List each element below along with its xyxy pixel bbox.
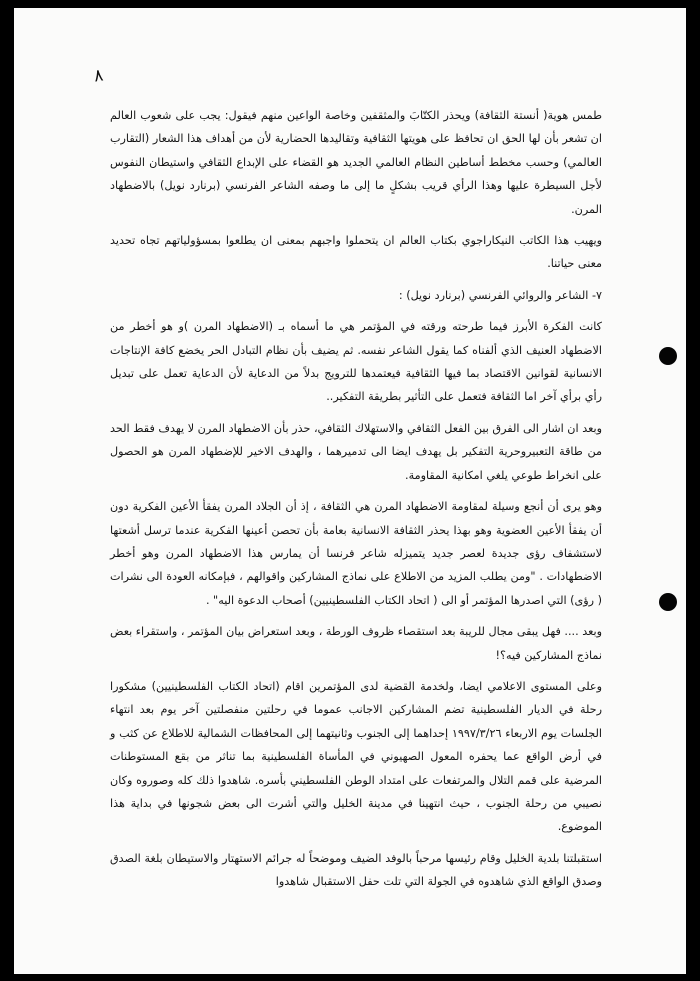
paragraph-cultural-act: وبعد ان اشار الى الفرق بين الفعل الثقافي والاستهلاك الثقافي، حذر بأن الاضطهاد المرن لا يهدف فقط الحد من طاقة التعبيروحرية التفكير بل يهدف ايضا الى تدميرهما ، والهدف الاخير للإضطهاد المرن هو الحصول على انخراط طوعي يلغي امكانية المقاومة.	[110, 421, 602, 482]
paragraph-hebron-reception: استقبلتنا بلدية الخليل وقام رئيسها مرحباً بالوفد الضيف وموضحاً له جرائم الاستهتار والاستيطان بلغة الصدق وصدق الواقع الذي شاهدوه في الجولة التي تلت حفل الاستقبال شاهدوا	[110, 851, 602, 889]
punch-hole	[659, 593, 677, 611]
punch-hole	[659, 347, 677, 365]
paragraph-media-trip: وعلى المستوى الاعلامي ايضا، ولخدمة القضية لدى المؤتمرين اقام (اتحاد الكتاب الفلسطينيين) مشكورا رحلة في الديار الفلسطينية تضم المشاركين الاجانب عموما في رحلتين منفصلتين آخر يوم بعد انتهاء الجلسات يوم الاربعاء ١٩٩٧/٣/٢٦ إحداهما إلى الجنوب وثانيتهما إلى المحافظات الشمالية للاطلاع عن كثب و في أرض الواقع عما يحفره المعول الصهيوني في المأساة الفلسطينية بما تناثر من بقع المستوطنات المرضية على قمم التلال والمرتفعات على امتداد الوطن الفلسطيني بأسره. شاهدوا ذلك كله وصوروه وكان نصيبي من رحلة الجنوب ، حيث انتهينا في مدينة الخليل والتي أشرت الى بعض شجونها في بداية هذا الموضوع.	[110, 679, 602, 834]
paragraph-flexible-oppression: كانت الفكرة الأبرز فيما طرحته ورقته في المؤتمر هي ما أسماه بـ (الاضطهاد المرن )و هو أخطر من الاضطهاد العنيف الذي ألفناه كما يقول الشاعر نفسه. ثم يضيف بأن نظام التبادل الحر يخضع كافة الإنتاجات الانسانية لقوانين الاقتصاد بما فيها الثقافية فيعتمدها للترويج بدلاً من الدعاية لأن الدعاية تعمل على تبديل رأي برأي آخر اما الثقافة فتعمل على التأثير بطريقة التفكير..	[110, 320, 602, 404]
paragraph-resistance-culture: وهو يرى أن أنجع وسيلة لمقاومة الاضطهاد المرن هي الثقافة ، إذ أن الجلاد المرن يفقأ الأعين الفكرية دون أن يفقأ الأعين العضوية وهو بهذا يحذر الثقافة الانسانية بعامة بأن تحصن أعينها الفكرية عندما ترسل أشعتها لاستشفاف رؤى جديدة لعصر جديد يتميزله شاعر فرنسا أن يمارس هذا الاضطهاد المرن وهو أخطر الاضطهادات . "ومن يطلب المزيد من الاطلاع على نماذج المشاركين واقوالهم ، فبإمكانه العودة الى نشرات ( رؤى) التي اصدرها المؤتمر أو الى ( اتحاد الكتاب الفلسطينيين) أصحاب الدعوة اليه" .	[110, 500, 602, 607]
document-page	[14, 8, 686, 974]
paragraph-doubt-question: وبعد .... فهل يبقى مجال للريبة بعد استقصاء ظروف الورطة ، وبعد استعراض بيان المؤتمر ، واستقراء بعض نماذج المشاركين فيه؟!	[110, 625, 602, 662]
article-body	[110, 104, 602, 902]
page-number: ٨	[92, 65, 105, 87]
section-heading-bernard-noel: ٧- الشاعر والروائي الفرنسي (برنارد نويل) :	[398, 288, 602, 302]
paragraph-nicaraguan-writer: ويهيب هذا الكاتب النيكاراجوي بكتاب العالم ان يتحملوا واجبهم بمعنى ان يطلعوا بمسؤولياتهم تجاه تحديد معنى حياتنا.	[110, 234, 602, 271]
paragraph-identity-erasure: طمس هوية( أنستة الثقافة) ويحذر الكتّابَ والمثقفين وخاصة الواعين منهم فيقول: يجب على شعوب العالم ان تشعر بأن لها الحق ان تحافظ على هويتها الثقافية وتقاليدها الحضارية لأن من أهداف هذا الشعار (التقارب العالمي) وحسب مخطط أساطين النظام العالمي الجديد هو القضاء على الإبداع الثقافي واستيطان النفوس لأجل السيطرة عليها وهذا الرأي قريب بشكلٍ ما إلى ما وصفه الشاعر الفرنسي (برنارد نويل) بالاضطهاد المرن.	[110, 109, 602, 216]
